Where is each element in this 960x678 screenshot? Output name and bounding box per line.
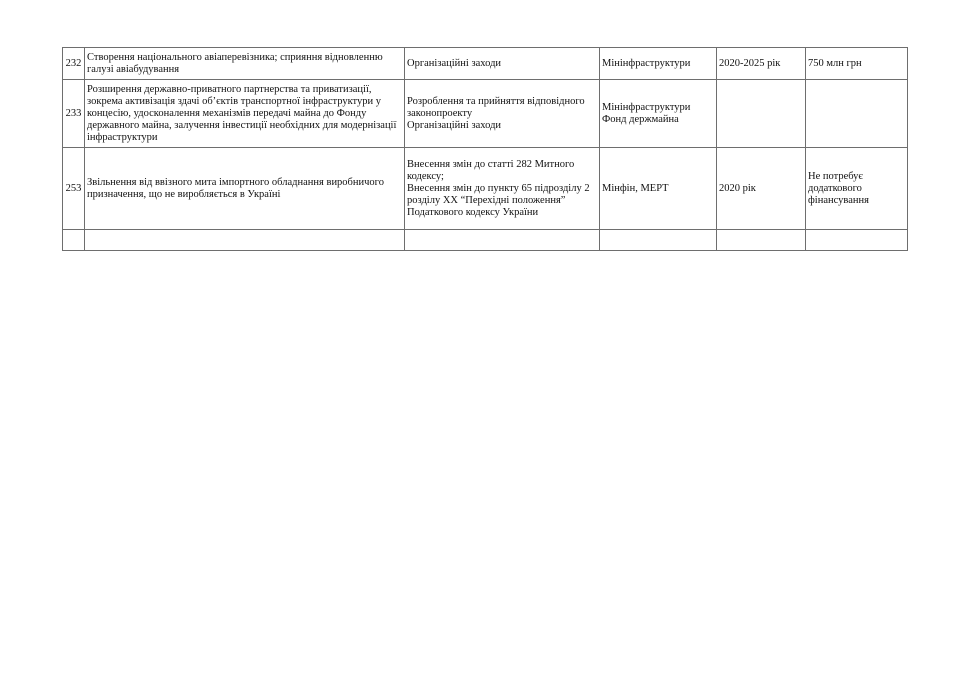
measure-line: Внесення змін до пункту 65 підрозділу 2 розділу XX “Перехідні положення” Податкового кодексу України	[407, 182, 593, 218]
measure-line: Розроблення та прийняття відповідного законопроекту	[407, 95, 588, 119]
term-cell: 2020-2025 рік	[717, 48, 806, 80]
row-number: 232	[63, 48, 85, 80]
responsible-cell	[600, 148, 717, 230]
responsible-line: Фонд держмайна	[602, 113, 679, 125]
row-number: 253	[63, 148, 85, 230]
measures-cell	[405, 48, 600, 80]
measures-cell	[405, 148, 600, 230]
term-cell: 2020 рік	[717, 148, 806, 230]
financing-cell: 750 млн грн	[806, 48, 908, 80]
measure-line: Організаційні заходи	[407, 57, 502, 69]
row-number: 233	[63, 80, 85, 148]
term-cell	[717, 80, 806, 148]
responsible-line: Мінфін, МЕРТ	[602, 182, 669, 194]
table-row	[63, 80, 908, 148]
financing-cell	[806, 80, 908, 148]
action-plan-table	[62, 47, 908, 251]
empty-cell	[600, 230, 717, 251]
empty-cell	[63, 230, 85, 251]
measures-cell	[405, 80, 600, 148]
task-description: Створення національного авіаперевізника; сприяння відновленню галузі авіабудування	[85, 48, 405, 80]
table-row	[63, 48, 908, 80]
responsible-cell	[600, 48, 717, 80]
measure-line: Організаційні заходи	[407, 119, 502, 131]
empty-cell	[717, 230, 806, 251]
empty-cell	[806, 230, 908, 251]
empty-table-row	[63, 230, 908, 251]
table-row	[63, 148, 908, 230]
responsible-cell	[600, 80, 717, 148]
responsible-line: Мінінфраструктури	[602, 101, 691, 113]
task-description: Звільнення від ввізного мита імпортного обладнання виробничого призначення, що не виробляється в Україні	[85, 148, 405, 230]
financing-cell: Не потребує додаткового фінансування	[806, 148, 908, 230]
responsible-line: Мінінфраструктури	[602, 57, 691, 69]
empty-cell	[85, 230, 405, 251]
task-description: Розширення державно-приватного партнерства та приватизації, зокрема активізація здачі об’єктів транспортної інфраструктури у концесію, удосконалення механізмів передачі майна до Фонду державного майна, залучення інвестиції необхідних для модернізації інфраструктури	[85, 80, 405, 148]
empty-cell	[405, 230, 600, 251]
measure-line: Внесення змін до статті 282 Митного кодексу;	[407, 158, 577, 182]
